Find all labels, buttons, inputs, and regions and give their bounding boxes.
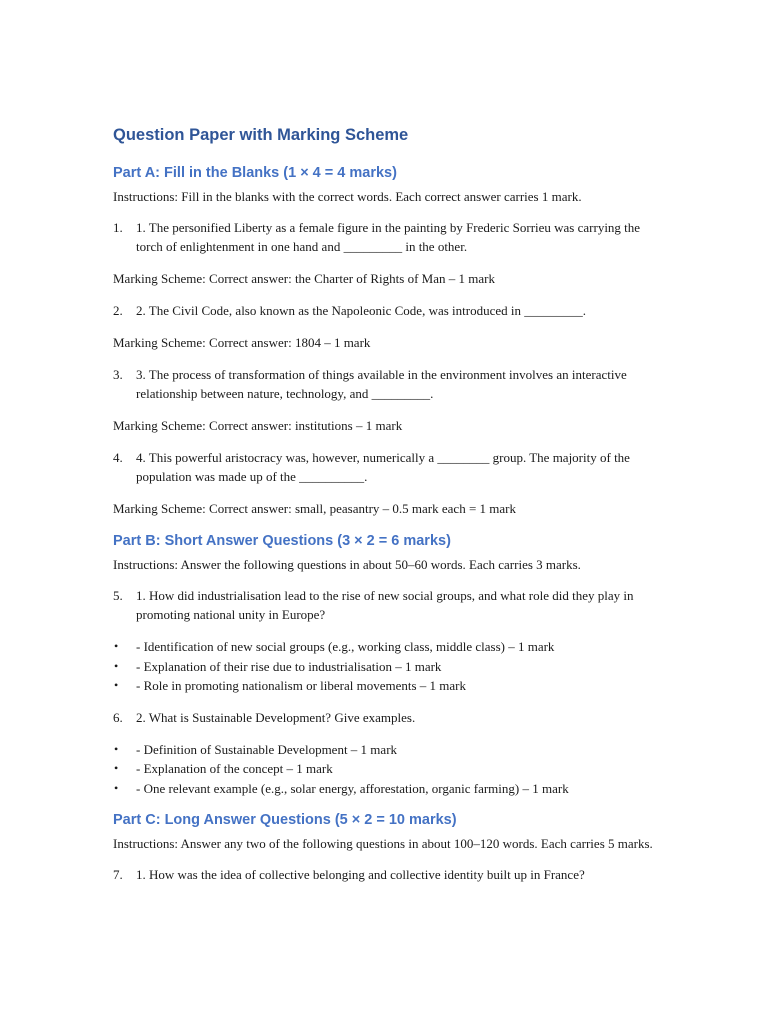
marking-point xyxy=(113,657,658,677)
part-a-heading: Part A: Fill in the Blanks (1 × 4 = 4 marks) xyxy=(113,165,397,181)
question-text: 4. This powerful aristocracy was, however, numerically a ________ group. The majority of the population was made up of the __________. xyxy=(136,450,630,484)
question-item xyxy=(113,218,658,256)
question-text: 2. The Civil Code, also known as the Napoleonic Code, was introduced in _________. xyxy=(136,303,586,318)
part-c-instructions: Instructions: Answer any two of the following questions in about 100–120 words. Each carries 5 marks. xyxy=(113,836,653,851)
bullet-icon: • xyxy=(114,780,119,795)
question-text: 1. How did industrialisation lead to the rise of new social groups, and what role did they play in promoting national unity in Europe? xyxy=(136,588,634,622)
part-a-instructions: Instructions: Fill in the blanks with the correct words. Each correct answer carries 1 mark. xyxy=(113,189,582,204)
marking-point-text: - One relevant example (e.g., solar energy, afforestation, organic farming) – 1 mark xyxy=(136,780,569,796)
marking-point-text: - Definition of Sustainable Development – 1 mark xyxy=(136,741,398,757)
marking-scheme: Marking Scheme: Correct answer: 1804 – 1 mark xyxy=(113,335,371,350)
question-item xyxy=(113,301,658,320)
question-number: 1. xyxy=(113,220,123,235)
marking-point xyxy=(113,740,658,760)
question-text: 2. What is Sustainable Development? Give examples. xyxy=(136,709,416,725)
marking-point xyxy=(113,637,658,657)
question-item xyxy=(113,586,658,624)
part-b-heading: Part B: Short Answer Questions (3 × 2 = 6 marks) xyxy=(113,533,451,549)
marking-point-text: - Explanation of the concept – 1 mark xyxy=(136,761,333,776)
question-item xyxy=(113,365,658,403)
marking-scheme: Marking Scheme: Correct answer: the Charter of Rights of Man – 1 mark xyxy=(113,271,495,286)
question-text: 1. How was the idea of collective belonging and collective identity built up in France? xyxy=(136,867,585,882)
question-number: 7. xyxy=(113,867,123,882)
part-b-section xyxy=(113,531,658,798)
bullet-icon: • xyxy=(114,678,119,692)
bullet-icon: • xyxy=(114,658,119,673)
bullet-icon: • xyxy=(114,639,119,653)
question-item xyxy=(113,708,658,727)
marking-point xyxy=(113,759,658,779)
question-number: 5. xyxy=(113,588,123,603)
page-title: Question Paper with Marking Scheme xyxy=(113,126,409,144)
marking-points-list xyxy=(113,740,658,799)
part-b-instructions: Instructions: Answer the following questions in about 50–60 words. Each carries 3 marks. xyxy=(113,557,581,572)
marking-point xyxy=(113,676,658,696)
marking-points-list xyxy=(113,637,658,696)
question-number: 4. xyxy=(113,450,123,465)
question-text: 1. The personified Liberty as a female figure in the painting by Frederic Sorrieu was carrying the torch of enlightenment in one hand and _________ in the other. xyxy=(136,220,641,254)
marking-scheme: Marking Scheme: Correct answer: small, peasantry – 0.5 mark each = 1 mark xyxy=(113,501,516,516)
part-c-section xyxy=(113,810,658,884)
question-item xyxy=(113,865,658,884)
question-number: 6. xyxy=(113,709,123,725)
marking-point xyxy=(113,779,658,799)
marking-point-text: - Identification of new social groups (e.g., working class, middle class) – 1 mark xyxy=(136,639,555,654)
part-c-heading: Part C: Long Answer Questions (5 × 2 = 10 marks) xyxy=(113,812,457,828)
bullet-icon: • xyxy=(114,741,119,756)
question-number: 2. xyxy=(113,303,123,318)
part-a-section xyxy=(113,163,658,518)
marking-scheme: Marking Scheme: Correct answer: institutions – 1 mark xyxy=(113,418,403,433)
marking-point-text: - Explanation of their rise due to industrialisation – 1 mark xyxy=(136,658,442,674)
question-item xyxy=(113,448,658,486)
bullet-icon: • xyxy=(114,761,119,775)
marking-point-text: - Role in promoting nationalism or liberal movements – 1 mark xyxy=(136,678,466,693)
question-number: 3. xyxy=(113,367,123,382)
question-text: 3. The process of transformation of things available in the environment involves an interactive relationship between nature, technology, and _________. xyxy=(136,367,627,401)
document-body xyxy=(113,124,658,897)
